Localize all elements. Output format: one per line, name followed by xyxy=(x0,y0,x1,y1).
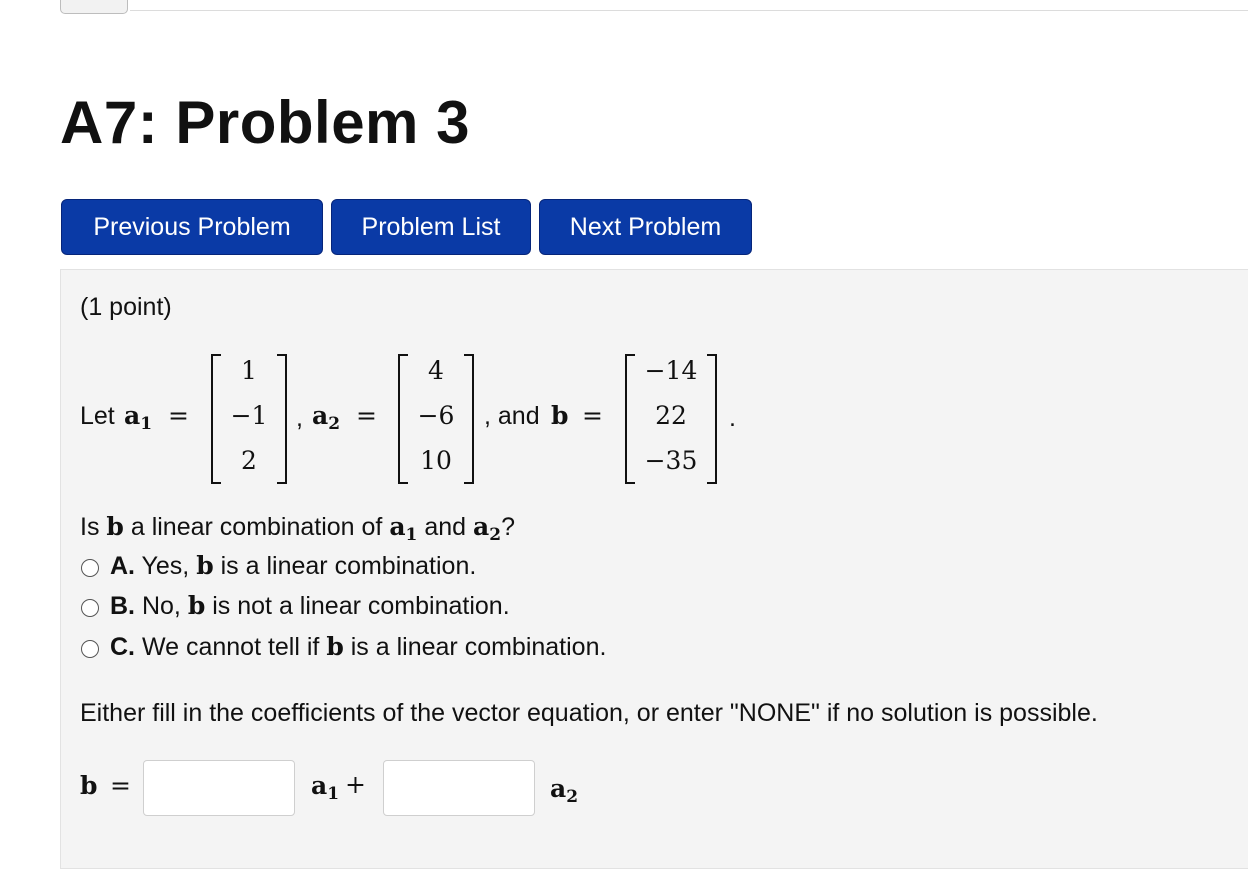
matrix-b-entry-3: −35 xyxy=(644,446,698,475)
plus-sign: + xyxy=(345,770,366,799)
matrix-a1-entry-1: 1 xyxy=(241,356,257,385)
option-a-radio[interactable] xyxy=(81,559,99,577)
matrix-a2 xyxy=(398,354,474,482)
problem-points: (1 point) xyxy=(80,293,172,321)
top-divider xyxy=(130,10,1248,11)
matrix-a1 xyxy=(211,354,287,482)
vector-a1-symbol: $a_1$ xyxy=(124,401,153,434)
page-title: A7: Problem 3 xyxy=(60,89,470,156)
option-a-label[interactable]: A. Yes, b is a linear combination. xyxy=(110,551,477,580)
problem-navigation xyxy=(61,199,752,255)
question-b-symbol: b xyxy=(106,512,124,541)
equation-a2-symbol: $a_2$ xyxy=(550,774,579,807)
top-toolbar-strip xyxy=(60,0,1248,12)
vector-b-symbol: b xyxy=(551,401,569,430)
vector-a2-symbol: $a_2$ xyxy=(312,401,341,434)
equals-sign-2: = xyxy=(356,401,377,430)
matrix-a2-entry-1: 4 xyxy=(428,356,444,385)
option-c-radio[interactable] xyxy=(81,640,99,658)
question-a1-symbol: $a_1$ xyxy=(389,512,418,545)
option-c-label[interactable]: C. We cannot tell if b is a linear combination. xyxy=(110,632,607,661)
let-label: Let xyxy=(80,402,115,430)
equation-a1-symbol: $a_1$ xyxy=(311,771,340,804)
coefficient-2-input[interactable] xyxy=(383,760,535,816)
equals-sign-1: = xyxy=(168,401,189,430)
question-a2-symbol: $a_2$ xyxy=(473,512,502,545)
equation-equals-sign: = xyxy=(110,771,131,800)
question-text: Is b a linear combination of $a_1$ and $a_2$? xyxy=(80,512,515,545)
previous-problem-button[interactable]: Previous Problem xyxy=(61,199,323,255)
matrix-a1-entry-2: −1 xyxy=(230,401,268,430)
instruction-text: Either fill in the coefficients of the vector equation, or enter "NONE" if no solution is possible. xyxy=(80,699,1098,727)
period: . xyxy=(729,404,736,432)
matrix-b xyxy=(625,354,717,482)
equation-b-symbol: b xyxy=(80,771,98,800)
option-b-label[interactable]: B. No, b is not a linear combination. xyxy=(110,591,510,620)
matrix-b-entry-2: 22 xyxy=(655,401,687,430)
top-toolbar-button[interactable] xyxy=(60,0,128,14)
equals-sign-3: = xyxy=(582,401,603,430)
problem-list-button[interactable]: Problem List xyxy=(331,199,531,255)
matrix-a1-entry-3: 2 xyxy=(241,446,257,475)
option-b-radio[interactable] xyxy=(81,599,99,617)
next-problem-button[interactable]: Next Problem xyxy=(539,199,752,255)
matrix-a2-entry-3: 10 xyxy=(420,446,452,475)
and-label: , and xyxy=(484,402,540,430)
comma-1: , xyxy=(296,404,303,432)
matrix-a2-entry-2: −6 xyxy=(417,401,455,430)
matrix-b-entry-1: −14 xyxy=(644,356,698,385)
coefficient-1-input[interactable] xyxy=(143,760,295,816)
